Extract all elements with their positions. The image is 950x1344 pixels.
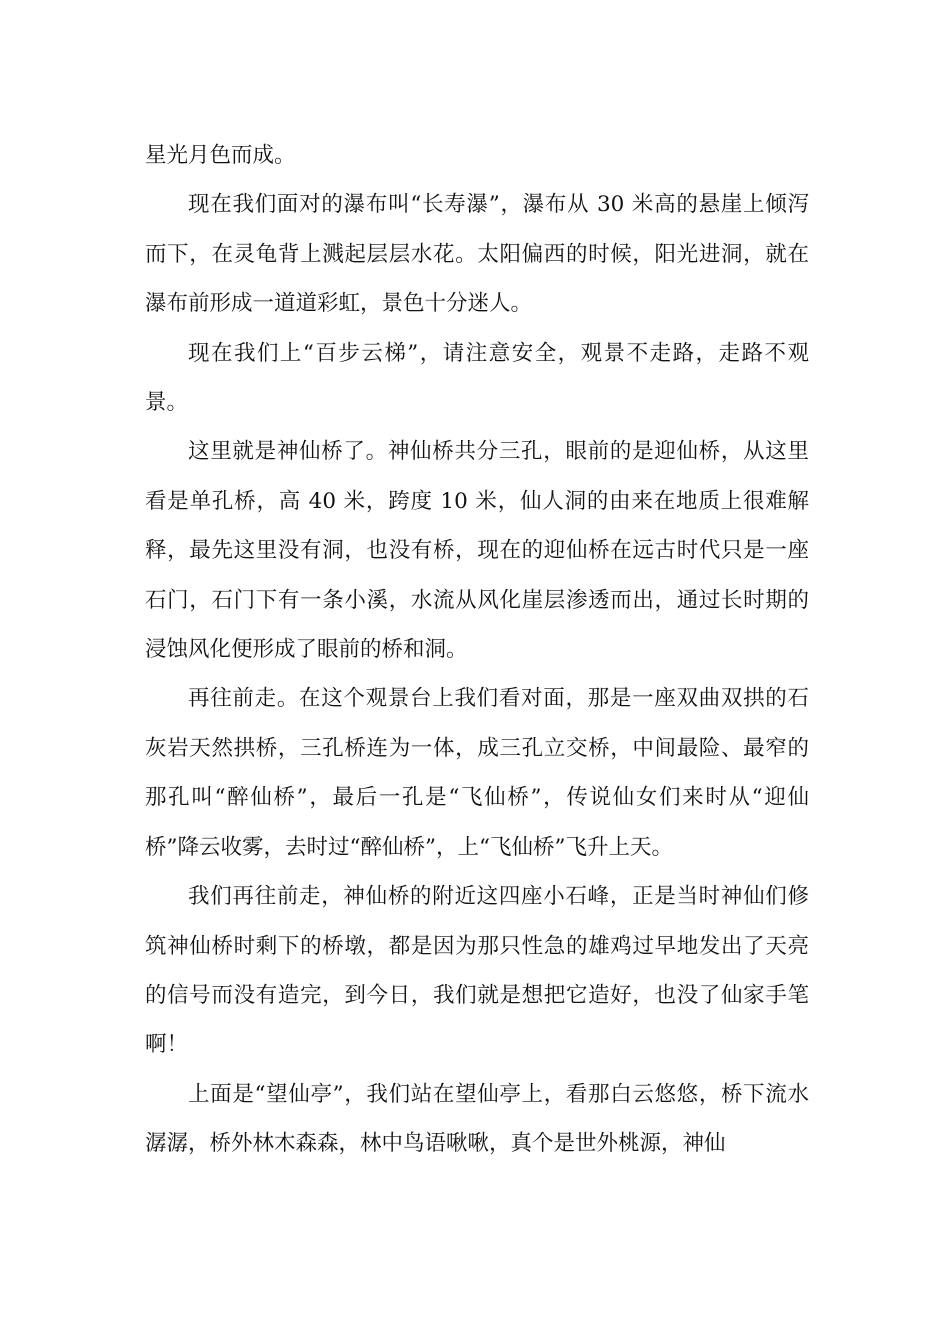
paragraph-3: 现在我们上“百步云梯”，请注意安全，观景不走路，走路不观景。 [145, 340, 809, 416]
paragraph-1: 星光月色而成。 [145, 143, 296, 168]
paragraph-6: 我们再往前走，神仙桥的附近这四座小石峰，正是当时神仙们修筑神仙桥时剩下的桥墩，都是因为那只性急的雄鸡过早地发出了天亮的信号而没有造完，到今日，我们就是想把它造好，也没了仙家手笔啊！ [145, 884, 809, 1058]
paragraph-5: 再往前走。在这个观景台上我们看对面，那是一座双曲双拱的石灰岩天然拱桥，三孔桥连为一体，成三孔立交桥，中间最险、最窄的那孔叫“醉仙桥”，最后一孔是“飞仙桥”，传说仙女们来时从“迎仙桥”降云收雾，去时过“醉仙桥”，上“飞仙桥”飞升上天。 [145, 686, 809, 860]
body-text [145, 131, 809, 1169]
paragraph-7: 上面是“望仙亭”，我们站在望仙亭上，看那白云悠悠，桥下流水潺潺，桥外林木森森，林中鸟语啾啾，真个是世外桃源，神仙 [145, 1081, 809, 1157]
paragraph-2: 现在我们面对的瀑布叫“长寿瀑”，瀑布从 30 米高的悬崖上倾泻而下，在灵龟背上溅起层层水花。太阳偏西的时候，阳光进洞，就在瀑布前形成一道道彩虹，景色十分迷人。 [145, 192, 809, 317]
paragraph-4: 这里就是神仙桥了。神仙桥共分三孔，眼前的是迎仙桥，从这里看是单孔桥，高 40 米，跨度 10 米，仙人洞的由来在地质上很难解释，最先这里没有洞，也没有桥，现在的迎仙桥在远古时代只是一座石门，石门下有一条小溪，水流从风化崖层渗透而出，通过长时期的浸蚀风化便形成了眼前的桥和洞。 [145, 439, 809, 663]
